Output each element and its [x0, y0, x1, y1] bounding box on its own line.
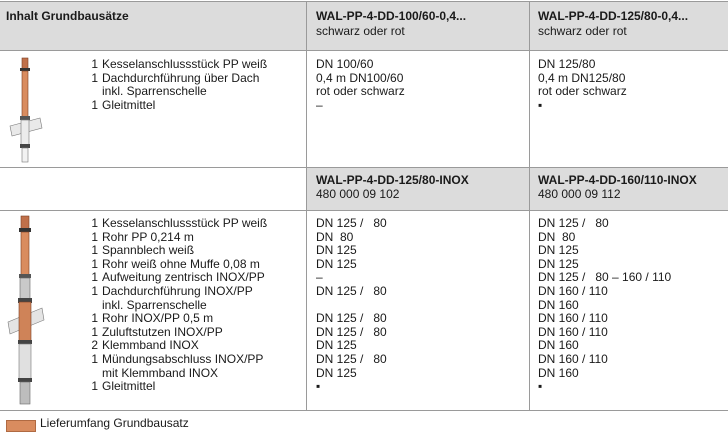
table-cell: ▪ — [538, 379, 543, 394]
item-text: Mündungsabschluss INOX/PP — [102, 352, 264, 366]
table-cell: DN 160 — [538, 297, 579, 312]
item-quantity: 1 — [91, 352, 98, 366]
table-cell: rot oder schwarz — [538, 84, 627, 99]
col2-product-name: WAL-PP-4-DD-125/80-0,4... — [538, 9, 689, 23]
item-text: Spannblech weiß — [102, 243, 195, 258]
legend-label: Lieferumfang Grundbausatz — [40, 416, 189, 430]
item-quantity: 1 — [91, 324, 98, 339]
item-quantity: 1 — [91, 97, 98, 112]
list-item — [86, 72, 259, 86]
table-cell: DN 80 — [316, 229, 354, 244]
flue-kit-inox-illustration — [6, 214, 46, 410]
divider — [529, 1, 530, 411]
item-text: Kesselanschlussstück PP weiß — [102, 57, 268, 71]
col2-product-sub-2: 480 000 09 112 — [538, 187, 621, 201]
table-cell: DN 160 / 110 — [538, 311, 608, 326]
item-text: Rohr PP 0,214 m — [102, 229, 194, 244]
table-cell: DN 125 / 80 — [316, 216, 387, 230]
table-cell: – — [316, 97, 323, 112]
table-cell: DN 160 / 110 — [538, 324, 608, 339]
table-cell: DN 125 — [316, 243, 357, 258]
table-cell: DN 125 — [538, 243, 579, 258]
col1-product-sub: schwarz oder rot — [316, 24, 405, 38]
list-item — [86, 353, 263, 367]
list-item — [86, 231, 194, 245]
item-text: inkl. Sparrenschelle — [102, 84, 207, 99]
list-item — [86, 85, 207, 99]
item-text: Rohr INOX/PP 0,5 m — [102, 311, 214, 326]
item-quantity: 1 — [91, 70, 98, 85]
table-cell: DN 80 — [538, 229, 576, 244]
item-text: Dachdurchführung über Dach — [102, 70, 260, 85]
list-item — [86, 299, 207, 313]
table-cell: DN 125 — [316, 338, 357, 353]
table-cell: ▪ — [316, 379, 321, 394]
divider — [0, 410, 728, 411]
item-quantity: 1 — [91, 57, 98, 71]
table-cell: DN 125 / 80 – 160 / 110 — [538, 270, 672, 285]
list-item — [86, 271, 265, 285]
item-text: Klemmband INOX — [102, 338, 199, 353]
table-cell: DN 125 / 80 — [538, 216, 609, 230]
table-cell: 0,4 m DN100/60 — [316, 70, 404, 85]
legend-swatch — [6, 420, 36, 432]
col2-product-sub: schwarz oder rot — [538, 24, 627, 38]
table-cell: DN 125 / 80 — [316, 352, 387, 366]
list-item — [86, 285, 253, 299]
item-text: Kesselanschlussstück PP weiß — [102, 216, 268, 230]
col2-product-name-2: WAL-PP-4-DD-160/110-INOX — [538, 173, 697, 187]
col1-product-name: WAL-PP-4-DD-100/60-0,4... — [316, 9, 467, 23]
table-cell: DN 160 — [538, 365, 579, 380]
item-text: Rohr weiß ohne Muffe 0,08 m — [102, 256, 260, 271]
item-text: inkl. Sparrenschelle — [102, 297, 207, 312]
item-text: mit Klemmband INOX — [102, 365, 219, 380]
flue-kit-small-illustration — [8, 56, 44, 164]
table-cell: – — [316, 270, 323, 285]
table-cell: DN 125 / 80 — [316, 284, 387, 298]
table-cell: rot oder schwarz — [316, 84, 405, 99]
table-title: Inhalt Grundbausätze — [6, 9, 129, 23]
list-item — [86, 312, 213, 326]
list-item — [86, 380, 155, 394]
list-item — [86, 244, 194, 258]
table-cell: DN 160 — [538, 338, 579, 353]
table-cell: ▪ — [538, 97, 543, 112]
item-quantity: 1 — [91, 311, 98, 326]
table-cell: DN 125 / 80 — [316, 324, 387, 339]
divider — [0, 167, 728, 168]
item-quantity: 1 — [91, 284, 98, 298]
list-item — [86, 339, 199, 353]
list-item — [86, 99, 155, 113]
list-item — [86, 58, 267, 72]
table-cell: DN 125/80 — [538, 57, 596, 71]
table-cell: DN 125 / 80 — [316, 311, 387, 326]
list-item — [86, 217, 267, 231]
item-text: Gleitmittel — [102, 97, 156, 112]
item-text: Zuluftstutzen INOX/PP — [102, 324, 223, 339]
item-quantity: 2 — [91, 338, 98, 353]
item-text: Dachdurchführung INOX/PP — [102, 284, 253, 298]
col1-product-sub-2: 480 000 09 102 — [316, 187, 400, 201]
item-quantity: 1 — [91, 229, 98, 244]
divider — [306, 1, 307, 411]
table-cell: DN 125 — [538, 256, 579, 271]
item-quantity: 1 — [91, 243, 98, 258]
table-cell: DN 160 / 110 — [538, 352, 608, 366]
list-item — [86, 326, 223, 340]
table-cell: DN 125 — [316, 256, 357, 271]
table-cell: DN 160 / 110 — [538, 284, 608, 298]
item-quantity: 1 — [91, 379, 98, 394]
list-item — [86, 367, 218, 381]
item-text: Gleitmittel — [102, 379, 156, 394]
item-quantity: 1 — [91, 256, 98, 271]
item-quantity: 1 — [91, 270, 98, 285]
divider — [0, 210, 728, 211]
table-cell: DN 100/60 — [316, 57, 374, 71]
table-cell: 0,4 m DN125/80 — [538, 70, 626, 85]
item-quantity: 1 — [91, 216, 98, 230]
col1-product-name-2: WAL-PP-4-DD-125/80-INOX — [316, 173, 469, 187]
list-item — [86, 258, 260, 272]
divider — [0, 1, 728, 2]
table-cell: DN 125 — [316, 365, 357, 380]
item-text: Aufweitung zentrisch INOX/PP — [102, 270, 265, 285]
divider — [0, 50, 728, 51]
